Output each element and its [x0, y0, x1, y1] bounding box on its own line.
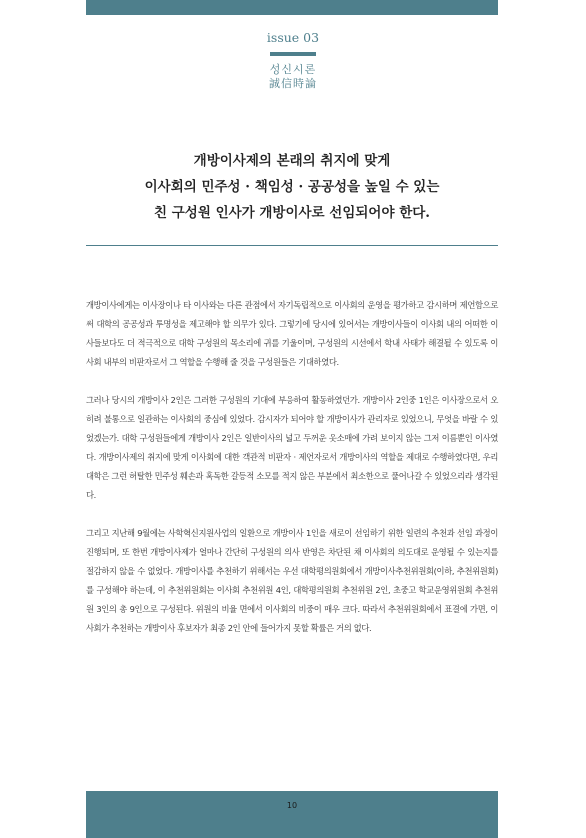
- paragraph-3: 그리고 지난해 9월에는 사학혁신지원사업의 일환으로 개방이사 1인을 새로이 선임하기 위한 일련의 추천과 선임 과정이 진행되며, 또 한번 개방이사제가 얼마나 간단히 구성원의 의사 반영은 차단된 채 이사회의 의도대로 운영될 수 있는지를 절감하지 않을 수 없었다. 개방이사를 추천하기 위해서는 우선 대학평의원회에서 개방이사추천위원회(이하, 추천위원회)를 구성해야 하는데, 이 추천위원회는 이사회 추천위원 4인, 대학평의원회 추천위원 2인, 초중고 학교운영위원회 추천위원 3인의 총 9인으로 구성된다. 위원의 비율 면에서 이사회의 비중이 매우 크다. 따라서 추천위원회에서 표결에 가면, 이사회가 추천하는 개방이사 후보자가 최종 2인 안에 들어가지 못할 확률은 거의 없다.: [86, 528, 498, 633]
- top-color-band: [86, 0, 498, 15]
- paragraph-2: 그러나 당시의 개방이사 2인은 그러한 구성원의 기대에 부응하여 활동하였던가. 개방이사 2인중 1인은 이사장으로서 오히려 불통으로 일관하는 이사회의 중심에 있었다. 감시자가 되어야 할 개방이사가 관리자로 있었으니, 무엇을 바랄 수 있었겠는가. 대학 구성원들에게 개방이사 2인은 일반이사의 넓고 두꺼운 옷소매에 가려 보이지 않는 그저 이름뿐인 이사였다. 개방이사제의 취지에 맞게 이사회에 대한 객관적 비판자 · 제언자로서 개방이사의 역할을 제대로 수행하였다면, 우리 대학은 그런 허탈한 민주성 훼손과 혹독한 갈등적 소모를 적지 않은 부분에서 최소한으로 풀어나갈 수 있었으리라 생각된다.: [86, 395, 498, 500]
- headline: [86, 148, 498, 226]
- headline-line-2: 이사회의 민주성 · 책임성 · 공공성을 높일 수 있는: [144, 179, 440, 195]
- headline-line-3: 친 구성원 인사가 개방이사로 선임되어야 한다.: [154, 205, 430, 221]
- headline-line-1: 개방이사제의 본래의 취지에 맞게: [193, 153, 391, 169]
- issue-underline-bar: [270, 52, 316, 56]
- article-body: [86, 296, 498, 657]
- footer-band: [86, 791, 498, 838]
- headline-divider: [86, 245, 498, 246]
- section-title-hanja: 誠信時論: [269, 77, 317, 90]
- page-number: 10: [286, 801, 298, 810]
- issue-label: issue 03: [266, 30, 320, 45]
- section-title-korean: 성신시론: [269, 63, 317, 76]
- paragraph-1: 개방이사에게는 이사장이나 타 이사와는 다른 관점에서 자기독립적으로 이사회의 운영을 평가하고 감시하며 제언함으로써 대학의 공공성과 투명성을 제고해야 할 의무가 있다. 그렇기에 당시에 있어서는 개방이사들이 이사회 내의 어떠한 이사들보다도 더 적극적으로 대학 구성원의 목소리에 귀를 기울이며, 구성원의 시선에서 학내 사태가 해결될 수 있도록 이사회 내부의 비판자로서 그 역할을 수행해 줄 것을 구성원들은 기대하였다.: [86, 300, 498, 367]
